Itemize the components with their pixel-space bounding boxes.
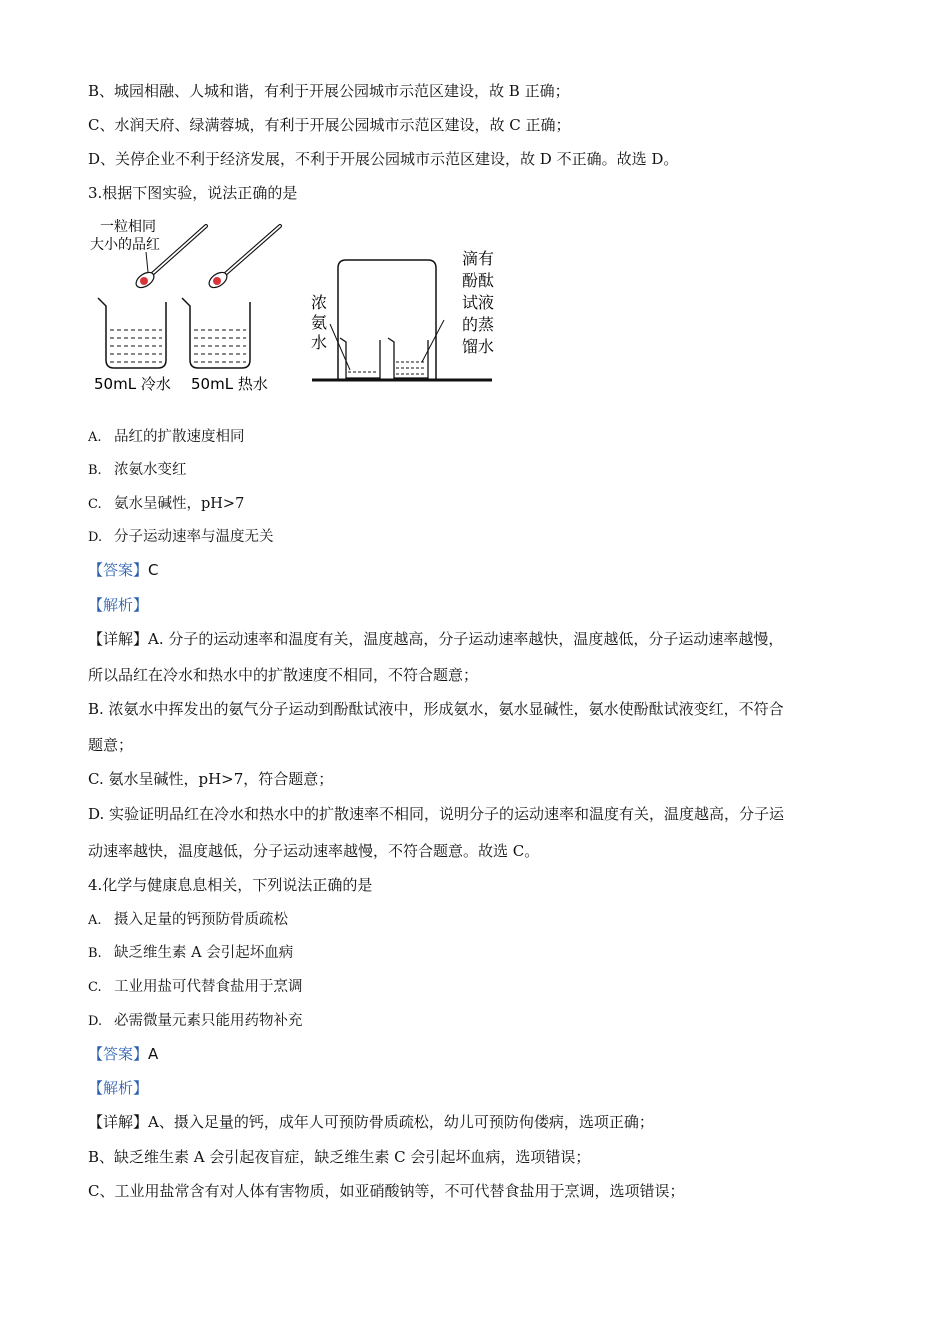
phenolphthalein-beaker [388, 338, 428, 378]
ammonia-label-3: 水 [311, 333, 328, 352]
beaker-hot-label: 50mL 热水 [191, 375, 268, 393]
answer-value: C [148, 561, 159, 579]
q3-detail-line-6: D. 实验证明品红在冷水和热水中的扩散速率不相同，说明分子的运动速率和温度有关，温度越高，分子运 [88, 805, 785, 823]
q4-option-a [88, 910, 878, 931]
q4-detail-line-2: B、缺乏维生素 A 会引起夜盲症，缺乏维生素 C 会引起坏血病，选项错误； [88, 1148, 591, 1166]
q3-option-c [88, 494, 878, 515]
q3-analysis-tag: 【解析】 [88, 596, 149, 614]
option-text: 氨水呈碱性，pH>7 [114, 496, 245, 512]
q3-detail-line-7: 动速率越快，温度越低，分子运动速率越慢，不符合题意。故选 C。 [88, 842, 540, 860]
detail-text: A、摄入足量的钙，成年人可预防骨质疏松，幼儿可预防佝偻病，选项正确； [148, 1113, 654, 1131]
option-text: 必需微量元素只能用药物补充 [114, 1013, 303, 1029]
q3-option-d [88, 527, 878, 548]
q3-detail-line-1 [88, 629, 878, 649]
answer-tag: 【答案】 [88, 561, 149, 579]
q3-stem: 3.根据下图实验，说法正确的是 [88, 184, 298, 202]
ammonia-label-2: 氨 [311, 313, 328, 332]
q3-detail-line-4: 题意； [88, 736, 134, 754]
q3-detail-line-5: C. 氨水呈碱性，pH>7，符合题意； [88, 770, 334, 788]
q4-option-c [88, 977, 878, 998]
option-label: A. [88, 430, 102, 445]
q4-option-b [88, 943, 878, 964]
answer-tag: 【答案】 [88, 1045, 149, 1063]
q3-diagram [88, 212, 508, 402]
option-text: 摄入足量的钙预防骨质疏松 [114, 912, 288, 928]
phenol-label-5: 馏水 [462, 337, 495, 356]
prev-answer-d: D、关停企业不利于经济发展，不利于开展公园城市示范区建设，故 D 不正确。故选 D。 [88, 150, 679, 168]
q3-experiment-figure [88, 212, 508, 406]
pointer-line [146, 252, 148, 272]
detail-tag: 【详解】 [88, 630, 149, 648]
spoon-right [206, 226, 280, 291]
detail-tag: 【详解】 [88, 1113, 149, 1131]
q3-detail-line-2: 所以品红在冷水和热水中的扩散速度不相同，不符合题意； [88, 666, 479, 684]
option-text: 工业用盐可代替食盐用于烹调 [114, 979, 303, 995]
beaker-cold-water [98, 298, 166, 368]
q4-analysis-tag: 【解析】 [88, 1079, 149, 1097]
option-label: C. [88, 497, 102, 512]
q3-option-b [88, 460, 878, 481]
pigment-label-line1: 一粒相同 [100, 219, 156, 235]
q4-answer-line [88, 1044, 878, 1064]
option-label: B. [88, 946, 102, 961]
option-text: 品红的扩散速度相同 [114, 429, 245, 445]
option-label: C. [88, 980, 102, 995]
detail-text: A. 分子的运动速率和温度有关，温度越高，分子运动速率越快，温度越低，分子运动速率越慢， [148, 630, 784, 648]
phenol-pointer [422, 320, 444, 362]
option-text: 缺乏维生素 A 会引起坏血病 [114, 945, 294, 961]
q4-stem: 4.化学与健康息息相关，下列说法正确的是 [88, 876, 373, 894]
q3-answer-line [88, 560, 878, 580]
q3-detail-line-3: B. 浓氨水中挥发出的氨气分子运动到酚酞试液中，形成氨水，氨水显碱性，氨水使酚酞试液变红，不符合 [88, 700, 784, 718]
prev-answer-b: B、城园相融、人城和谐，有利于开展公园城市示范区建设，故 B 正确； [88, 82, 570, 100]
ammonia-label-1: 浓 [311, 293, 328, 312]
pigment-label-line2: 大小的品红 [90, 237, 160, 253]
beaker-cold-label: 50mL 冷水 [94, 375, 171, 393]
q4-detail-line-3: C、工业用盐常含有对人体有害物质，如亚硝酸钠等，不可代替食盐用于烹调，选项错误； [88, 1182, 685, 1200]
ammonia-pointer [330, 324, 350, 370]
phenol-label-3: 试液 [462, 293, 495, 312]
beaker-hot-water [182, 298, 250, 368]
prev-answer-c: C、水润天府、绿满蓉城，有利于开展公园城市示范区建设，故 C 正确； [88, 116, 571, 134]
option-label: D. [88, 1014, 103, 1029]
option-label: B. [88, 463, 102, 478]
option-label: A. [88, 913, 102, 928]
spoon-left [133, 226, 206, 291]
q4-detail-line-1 [88, 1112, 878, 1132]
option-text: 分子运动速率与温度无关 [114, 529, 274, 545]
option-label: D. [88, 530, 103, 545]
q4-option-d [88, 1011, 878, 1032]
phenol-label-1: 滴有 [462, 249, 495, 268]
pigment-grain-left [140, 277, 148, 285]
q3-option-a [88, 427, 878, 448]
option-text: 浓氨水变红 [114, 462, 187, 478]
phenol-label-4: 的蒸 [462, 315, 495, 334]
phenol-label-2: 酚酞 [462, 271, 495, 290]
answer-value: A [148, 1045, 159, 1063]
pigment-grain-right [213, 277, 221, 285]
